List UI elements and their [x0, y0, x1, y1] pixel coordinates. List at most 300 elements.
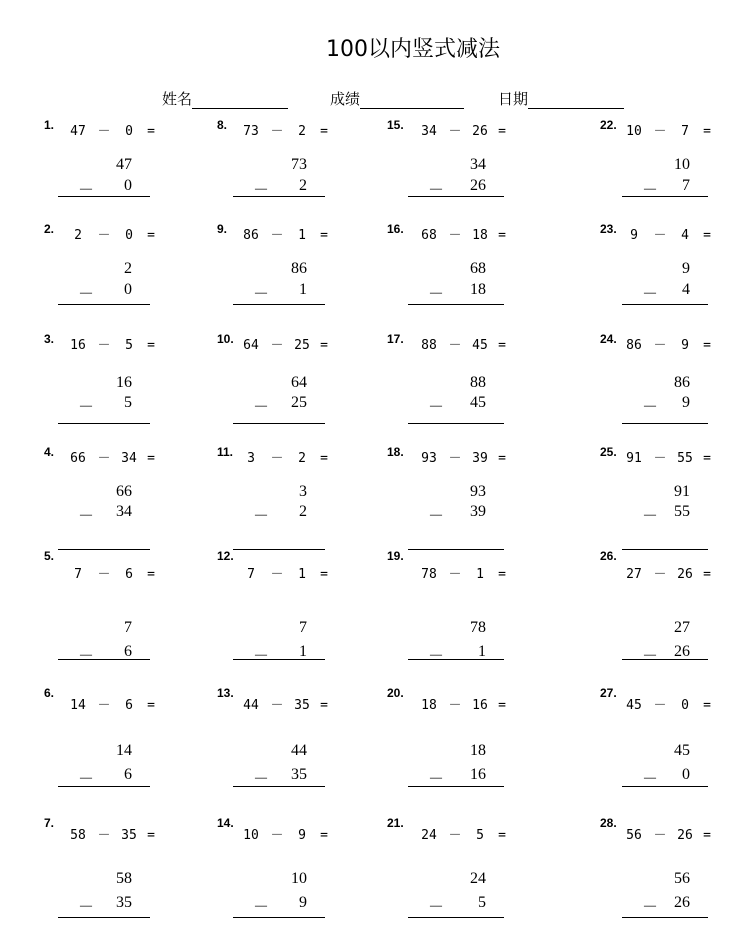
- subtrahend: 4: [682, 281, 690, 298]
- eq-b: 26: [677, 828, 693, 843]
- problem-number: 2.: [44, 222, 55, 236]
- name-label: 姓名: [162, 90, 193, 108]
- eq-eq: =: [498, 451, 506, 466]
- horizontal-equation: [621, 447, 717, 466]
- minuend: 58: [116, 870, 132, 887]
- answer-rule[interactable]: [622, 304, 708, 305]
- subtrahend: 6: [124, 766, 132, 783]
- horizontal-equation: [621, 824, 717, 843]
- eq-b: 35: [294, 698, 310, 713]
- answer-rule[interactable]: [622, 786, 708, 787]
- answer-rule[interactable]: [233, 917, 325, 918]
- eq-op: －: [97, 451, 111, 466]
- minus-sign: －: [78, 899, 95, 916]
- eq-eq: =: [498, 828, 506, 843]
- minuend: 86: [674, 374, 690, 391]
- minuend: 64: [291, 374, 307, 391]
- subtrahend: 1: [299, 281, 307, 298]
- score-label: 成绩: [330, 90, 361, 108]
- name-blank[interactable]: [192, 92, 288, 109]
- horizontal-equation: [238, 334, 334, 353]
- answer-rule[interactable]: [233, 659, 325, 660]
- problem-number: 6.: [44, 686, 55, 700]
- horizontal-equation: [416, 824, 512, 843]
- date-label: 日期: [498, 90, 529, 108]
- eq-eq: =: [320, 828, 328, 843]
- minus-sign: －: [428, 286, 445, 303]
- answer-rule[interactable]: [58, 917, 150, 918]
- problem-number: 7.: [44, 816, 55, 830]
- minuend: 91: [674, 483, 690, 500]
- problem-23: [600, 222, 744, 332]
- problem-3: [44, 332, 194, 442]
- eq-a: 7: [247, 567, 255, 582]
- minus-sign: －: [428, 648, 445, 665]
- minus-sign: －: [428, 508, 445, 525]
- minuend: 44: [291, 742, 307, 759]
- eq-a: 68: [421, 228, 437, 243]
- eq-b: 5: [476, 828, 484, 843]
- problem-15: [387, 118, 537, 228]
- subtrahend: 0: [124, 281, 132, 298]
- subtrahend: 34: [116, 503, 132, 520]
- subtrahend: 9: [682, 394, 690, 411]
- problem-number: 14.: [217, 816, 234, 830]
- minuend: 18: [470, 742, 486, 759]
- minuend: 14: [116, 742, 132, 759]
- answer-rule[interactable]: [622, 549, 708, 550]
- eq-eq: =: [147, 338, 155, 353]
- answer-rule[interactable]: [622, 659, 708, 660]
- eq-op: －: [653, 451, 667, 466]
- eq-a: 86: [243, 228, 259, 243]
- minuend: 45: [674, 742, 690, 759]
- problem-number: 23.: [600, 222, 617, 236]
- problem-8: [217, 118, 367, 228]
- subtrahend: 35: [116, 894, 132, 911]
- score-field: [330, 88, 464, 109]
- horizontal-equation: [238, 824, 334, 843]
- horizontal-equation: [238, 120, 334, 139]
- answer-rule[interactable]: [622, 196, 708, 197]
- eq-b: 0: [125, 228, 133, 243]
- problem-number: 22.: [600, 118, 617, 132]
- problem-number: 11.: [217, 445, 234, 459]
- problem-28: [600, 816, 744, 932]
- problem-number: 10.: [217, 332, 234, 346]
- eq-a: 73: [243, 124, 259, 139]
- eq-b: 26: [472, 124, 488, 139]
- answer-rule[interactable]: [58, 304, 150, 305]
- eq-a: 10: [243, 828, 259, 843]
- horizontal-equation: [416, 563, 512, 582]
- date-blank[interactable]: [528, 92, 624, 109]
- eq-a: 10: [626, 124, 642, 139]
- subtrahend: 5: [478, 894, 486, 911]
- subtrahend: 26: [470, 177, 486, 194]
- minus-sign: －: [253, 508, 270, 525]
- eq-op: －: [653, 567, 667, 582]
- eq-a: 2: [74, 228, 82, 243]
- eq-eq: =: [703, 698, 711, 713]
- answer-rule[interactable]: [622, 423, 708, 424]
- eq-b: 35: [121, 828, 137, 843]
- minus-sign: －: [428, 771, 445, 788]
- answer-rule[interactable]: [58, 659, 150, 660]
- eq-eq: =: [147, 451, 155, 466]
- horizontal-equation: [65, 447, 161, 466]
- problem-number: 12.: [217, 549, 234, 563]
- eq-op: －: [97, 567, 111, 582]
- problem-number: 8.: [217, 118, 228, 132]
- eq-b: 26: [677, 567, 693, 582]
- problem-22: [600, 118, 744, 228]
- answer-rule[interactable]: [233, 196, 325, 197]
- problem-number: 24.: [600, 332, 617, 346]
- minuend: 10: [291, 870, 307, 887]
- problem-11: [217, 445, 367, 555]
- eq-a: 14: [70, 698, 86, 713]
- eq-eq: =: [320, 124, 328, 139]
- minuend: 86: [291, 260, 307, 277]
- eq-eq: =: [703, 228, 711, 243]
- horizontal-equation: [416, 224, 512, 243]
- answer-rule[interactable]: [408, 423, 504, 424]
- problem-number: 26.: [600, 549, 617, 563]
- eq-eq: =: [498, 567, 506, 582]
- eq-a: 34: [421, 124, 437, 139]
- problem-number: 16.: [387, 222, 404, 236]
- problem-number: 5.: [44, 549, 55, 563]
- minuend: 9: [682, 260, 690, 277]
- subtrahend: 7: [682, 177, 690, 194]
- eq-b: 18: [472, 228, 488, 243]
- eq-b: 2: [298, 124, 306, 139]
- horizontal-equation: [238, 224, 334, 243]
- minus-sign: －: [78, 648, 95, 665]
- eq-a: 66: [70, 451, 86, 466]
- eq-a: 9: [630, 228, 638, 243]
- minuend: 3: [299, 483, 307, 500]
- eq-a: 93: [421, 451, 437, 466]
- subtrahend: 39: [470, 503, 486, 520]
- problem-25: [600, 445, 744, 555]
- eq-a: 18: [421, 698, 437, 713]
- eq-b: 5: [125, 338, 133, 353]
- eq-eq: =: [703, 828, 711, 843]
- eq-b: 7: [681, 124, 689, 139]
- eq-op: －: [270, 567, 284, 582]
- eq-b: 1: [476, 567, 484, 582]
- horizontal-equation: [416, 447, 512, 466]
- eq-a: 3: [247, 451, 255, 466]
- eq-b: 0: [681, 698, 689, 713]
- problem-21: [387, 816, 537, 932]
- eq-op: －: [448, 451, 462, 466]
- problem-20: [387, 686, 537, 802]
- eq-op: －: [448, 338, 462, 353]
- minus-sign: －: [642, 399, 659, 416]
- answer-rule[interactable]: [233, 304, 325, 305]
- eq-op: －: [97, 338, 111, 353]
- problem-2: [44, 222, 194, 332]
- problem-24: [600, 332, 744, 442]
- subtrahend: 2: [299, 177, 307, 194]
- subtrahend: 6: [124, 643, 132, 660]
- horizontal-equation: [65, 563, 161, 582]
- subtrahend: 9: [299, 894, 307, 911]
- problem-number: 4.: [44, 445, 55, 459]
- minuend: 10: [674, 156, 690, 173]
- minus-sign: －: [253, 771, 270, 788]
- problem-6: [44, 686, 194, 802]
- eq-op: －: [270, 451, 284, 466]
- eq-b: 0: [125, 124, 133, 139]
- eq-eq: =: [320, 698, 328, 713]
- minus-sign: －: [642, 899, 659, 916]
- minuend: 78: [470, 619, 486, 636]
- eq-a: 88: [421, 338, 437, 353]
- eq-b: 34: [121, 451, 137, 466]
- horizontal-equation: [416, 120, 512, 139]
- problem-number: 1.: [44, 118, 55, 132]
- eq-b: 1: [298, 567, 306, 582]
- eq-eq: =: [498, 338, 506, 353]
- eq-eq: =: [320, 567, 328, 582]
- eq-b: 45: [472, 338, 488, 353]
- problem-13: [217, 686, 367, 802]
- eq-eq: =: [320, 451, 328, 466]
- minuend: 2: [124, 260, 132, 277]
- eq-op: －: [97, 228, 111, 243]
- eq-op: －: [270, 228, 284, 243]
- minuend: 73: [291, 156, 307, 173]
- minus-sign: －: [428, 182, 445, 199]
- problem-10: [217, 332, 367, 442]
- minus-sign: －: [642, 648, 659, 665]
- eq-eq: =: [703, 567, 711, 582]
- minus-sign: －: [642, 508, 659, 525]
- minus-sign: －: [253, 899, 270, 916]
- eq-eq: =: [147, 828, 155, 843]
- eq-a: 44: [243, 698, 259, 713]
- eq-b: 39: [472, 451, 488, 466]
- eq-op: －: [270, 828, 284, 843]
- minuend: 47: [116, 156, 132, 173]
- subtrahend: 16: [470, 766, 486, 783]
- eq-a: 64: [243, 338, 259, 353]
- subtrahend: 26: [674, 894, 690, 911]
- answer-rule[interactable]: [408, 549, 504, 550]
- eq-op: －: [97, 828, 111, 843]
- eq-eq: =: [703, 451, 711, 466]
- answer-rule[interactable]: [233, 423, 325, 424]
- eq-eq: =: [147, 567, 155, 582]
- answer-rule[interactable]: [58, 196, 150, 197]
- horizontal-equation: [621, 334, 717, 353]
- eq-op: －: [653, 698, 667, 713]
- answer-rule[interactable]: [408, 196, 504, 197]
- problem-16: [387, 222, 537, 332]
- eq-eq: =: [147, 228, 155, 243]
- subtrahend: 35: [291, 766, 307, 783]
- problem-number: 28.: [600, 816, 617, 830]
- minuend: 7: [299, 619, 307, 636]
- eq-op: －: [448, 228, 462, 243]
- answer-rule[interactable]: [233, 786, 325, 787]
- problem-number: 9.: [217, 222, 228, 236]
- horizontal-equation: [65, 694, 161, 713]
- problem-12: [217, 549, 367, 665]
- subtrahend: 0: [682, 766, 690, 783]
- minuend: 68: [470, 260, 486, 277]
- eq-op: －: [448, 828, 462, 843]
- eq-a: 45: [626, 698, 642, 713]
- page-title: 100以内竖式减法: [326, 37, 500, 62]
- eq-a: 24: [421, 828, 437, 843]
- eq-b: 6: [125, 698, 133, 713]
- minuend: 66: [116, 483, 132, 500]
- date-field: [498, 88, 624, 109]
- answer-rule[interactable]: [408, 917, 504, 918]
- problem-14: [217, 816, 367, 932]
- horizontal-equation: [621, 563, 717, 582]
- problem-1: [44, 118, 194, 228]
- eq-op: －: [270, 338, 284, 353]
- eq-a: 7: [74, 567, 82, 582]
- minuend: 93: [470, 483, 486, 500]
- eq-eq: =: [320, 338, 328, 353]
- minus-sign: －: [253, 182, 270, 199]
- subtrahend: 26: [674, 643, 690, 660]
- problem-number: 19.: [387, 549, 404, 563]
- answer-rule[interactable]: [58, 786, 150, 787]
- eq-b: 9: [298, 828, 306, 843]
- eq-eq: =: [703, 338, 711, 353]
- name-field: [162, 88, 288, 109]
- eq-eq: =: [498, 228, 506, 243]
- horizontal-equation: [416, 694, 512, 713]
- eq-a: 16: [70, 338, 86, 353]
- eq-b: 25: [294, 338, 310, 353]
- eq-op: －: [653, 228, 667, 243]
- eq-a: 27: [626, 567, 642, 582]
- subtrahend: 0: [124, 177, 132, 194]
- horizontal-equation: [416, 334, 512, 353]
- score-blank[interactable]: [360, 92, 464, 109]
- minus-sign: －: [253, 648, 270, 665]
- horizontal-equation: [621, 224, 717, 243]
- problem-9: [217, 222, 367, 332]
- answer-rule[interactable]: [408, 659, 504, 660]
- answer-rule[interactable]: [408, 304, 504, 305]
- subtrahend: 5: [124, 394, 132, 411]
- horizontal-equation: [238, 694, 334, 713]
- problem-27: [600, 686, 744, 802]
- eq-eq: =: [320, 228, 328, 243]
- problem-number: 13.: [217, 686, 234, 700]
- eq-a: 91: [626, 451, 642, 466]
- subtrahend: 2: [299, 503, 307, 520]
- answer-rule[interactable]: [233, 549, 325, 550]
- eq-b: 55: [677, 451, 693, 466]
- problem-26: [600, 549, 744, 665]
- answer-rule[interactable]: [58, 549, 150, 550]
- horizontal-equation: [65, 334, 161, 353]
- minuend: 56: [674, 870, 690, 887]
- eq-eq: =: [498, 124, 506, 139]
- problem-number: 17.: [387, 332, 404, 346]
- eq-a: 47: [70, 124, 86, 139]
- minuend: 27: [674, 619, 690, 636]
- answer-rule[interactable]: [58, 423, 150, 424]
- problem-5: [44, 549, 194, 665]
- subtrahend: 45: [470, 394, 486, 411]
- eq-op: －: [448, 124, 462, 139]
- eq-op: －: [653, 828, 667, 843]
- problem-number: 25.: [600, 445, 617, 459]
- eq-a: 78: [421, 567, 437, 582]
- answer-rule[interactable]: [622, 917, 708, 918]
- minus-sign: －: [642, 182, 659, 199]
- eq-op: －: [653, 124, 667, 139]
- eq-op: －: [97, 698, 111, 713]
- problem-number: 20.: [387, 686, 404, 700]
- horizontal-equation: [65, 120, 161, 139]
- problem-18: [387, 445, 537, 555]
- problem-number: 15.: [387, 118, 404, 132]
- eq-b: 2: [298, 451, 306, 466]
- minuend: 34: [470, 156, 486, 173]
- minus-sign: －: [78, 508, 95, 525]
- eq-op: －: [653, 338, 667, 353]
- minuend: 88: [470, 374, 486, 391]
- subtrahend: 1: [478, 643, 486, 660]
- eq-a: 58: [70, 828, 86, 843]
- horizontal-equation: [65, 224, 161, 243]
- answer-rule[interactable]: [408, 786, 504, 787]
- eq-a: 86: [626, 338, 642, 353]
- horizontal-equation: [65, 824, 161, 843]
- subtrahend: 55: [674, 503, 690, 520]
- horizontal-equation: [238, 563, 334, 582]
- eq-a: 56: [626, 828, 642, 843]
- eq-b: 6: [125, 567, 133, 582]
- eq-op: －: [97, 124, 111, 139]
- eq-b: 4: [681, 228, 689, 243]
- eq-b: 16: [472, 698, 488, 713]
- minuend: 16: [116, 374, 132, 391]
- problem-number: 3.: [44, 332, 55, 346]
- eq-op: －: [448, 698, 462, 713]
- eq-b: 9: [681, 338, 689, 353]
- problem-number: 21.: [387, 816, 404, 830]
- eq-b: 1: [298, 228, 306, 243]
- eq-eq: =: [703, 124, 711, 139]
- eq-eq: =: [147, 698, 155, 713]
- minus-sign: －: [78, 399, 95, 416]
- eq-eq: =: [147, 124, 155, 139]
- minus-sign: －: [642, 771, 659, 788]
- minus-sign: －: [78, 286, 95, 303]
- minuend: 7: [124, 619, 132, 636]
- eq-op: －: [270, 124, 284, 139]
- eq-eq: =: [498, 698, 506, 713]
- minus-sign: －: [428, 399, 445, 416]
- minus-sign: －: [78, 771, 95, 788]
- problem-number: 18.: [387, 445, 404, 459]
- problem-17: [387, 332, 537, 442]
